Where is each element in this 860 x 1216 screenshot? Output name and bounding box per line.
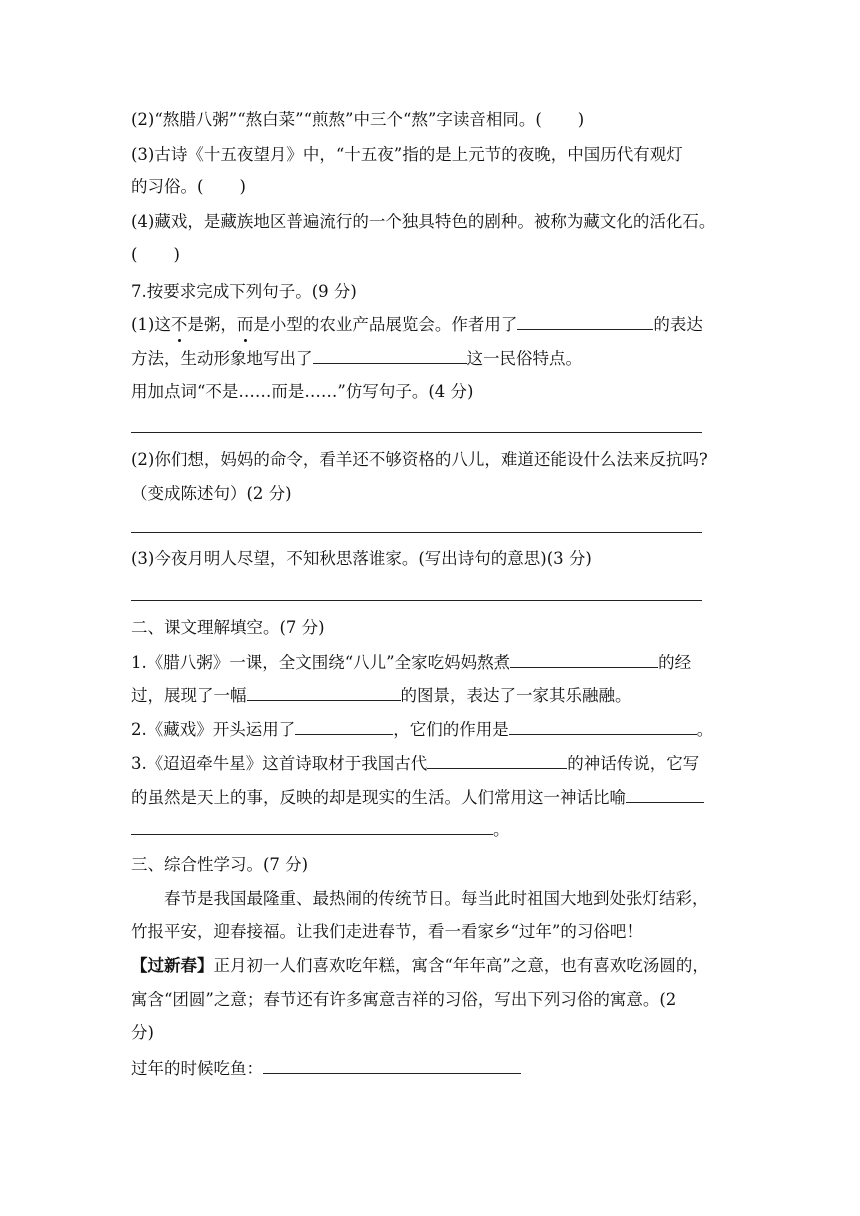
q6-item-4-line2: ( ) bbox=[131, 245, 180, 264]
part2-item3-line1: 3.《迢迢牵牛星》这首诗取材于我国古代 的神话传说，它写 bbox=[131, 751, 699, 776]
dotted-char: 不 bbox=[171, 313, 188, 337]
q6-item-4-line1: (4)藏戏，是藏族地区普遍流行的一个独具特色的剧种。被称为藏文化的活化石。 bbox=[131, 212, 716, 231]
q7-s1-line1: (1)这不是粥，而是小型的农业产品展览会。作者用了 的表达 bbox=[131, 312, 703, 337]
fill-blank[interactable] bbox=[510, 650, 658, 668]
answer-line[interactable] bbox=[131, 532, 702, 533]
fill-blank[interactable] bbox=[247, 683, 401, 701]
part2-item1-line2: 过，展现了一幅 的图景，表达了一家其乐融融。 bbox=[131, 683, 632, 708]
fill-blank[interactable] bbox=[517, 312, 653, 330]
part3-title: 三、综合性学习。(7 分) bbox=[131, 855, 309, 874]
part3-para2-line1: 【过新春】正月初一人们喜欢吃年糕，寓含“年年高”之意，也有喜欢吃汤圆的， bbox=[131, 956, 709, 975]
part3-fish-item: 过年的时候吃鱼： bbox=[131, 1056, 521, 1081]
fill-blank[interactable] bbox=[509, 717, 697, 735]
fill-blank[interactable] bbox=[427, 751, 567, 769]
part3-para2-line3: 分) bbox=[131, 1023, 154, 1042]
part2-item3-line2: 的虽然是天上的事，反映的却是现实的生活。人们常用这一神话比喻 bbox=[131, 785, 704, 810]
q7-s2-line2: （变成陈述句）(2 分) bbox=[131, 484, 292, 503]
part2-item1-line1: 1.《腊八粥》一课，全文围绕“八儿”全家吃妈妈熬煮 的经 bbox=[131, 650, 691, 675]
part2-item3-line3: 。 bbox=[131, 817, 510, 842]
q6-item-3-line1: (3)古诗《十五夜望月》中，“十五夜”指的是上元节的夜晚，中国历代有观灯 bbox=[131, 145, 683, 164]
q7-s1-line3: 用加点词“不是……而是……”仿写句子。(4 分) bbox=[131, 382, 474, 401]
q7-title: 7.按要求完成下列句子。(9 分) bbox=[131, 282, 357, 301]
fill-blank[interactable] bbox=[626, 785, 704, 803]
part3-para1-line1: 春节是我国最隆重、最热闹的传统节日。每当此时祖国大地到处张灯结彩， bbox=[164, 889, 709, 908]
part2-item2: 2.《藏戏》开头运用了 ，它们的作用是 。 bbox=[131, 717, 713, 742]
part2-title: 二、课文理解填空。(7 分) bbox=[131, 618, 325, 637]
fill-blank[interactable] bbox=[313, 346, 467, 364]
fill-blank[interactable] bbox=[263, 1056, 521, 1074]
q6-item-2: (2)“熬腊八粥”“熬白菜”“煎熬”中三个“熬”字读音相同。( ) bbox=[131, 110, 585, 129]
section-tag: 【过新春】 bbox=[131, 956, 214, 975]
part3-para1-line2: 竹报平安，迎春接福。让我们走进春节，看一看家乡“过年”的习俗吧！ bbox=[131, 922, 643, 941]
answer-line[interactable] bbox=[131, 600, 702, 601]
fill-blank[interactable] bbox=[295, 717, 393, 735]
dotted-char: 而 bbox=[237, 313, 254, 337]
part3-para2-line2: 寓含“团圆”之意；春节还有许多寓意吉祥的习俗，写出下列习俗的寓意。(2 bbox=[131, 990, 677, 1009]
q7-s1-line2: 方法，生动形象地写出了 这一民俗特点。 bbox=[131, 346, 582, 371]
q7-s2-line1: (2)你们想，妈妈的命令，看羊还不够资格的八儿，难道还能设什么法来反抗吗? bbox=[131, 450, 708, 469]
fill-blank[interactable] bbox=[131, 817, 493, 835]
q7-s3: (3)今夜月明人尽望，不知秋思落谁家。(写出诗句的意思)(3 分) bbox=[131, 549, 592, 568]
q6-item-3-line2: 的习俗。( ) bbox=[131, 177, 246, 196]
answer-line[interactable] bbox=[131, 432, 702, 433]
